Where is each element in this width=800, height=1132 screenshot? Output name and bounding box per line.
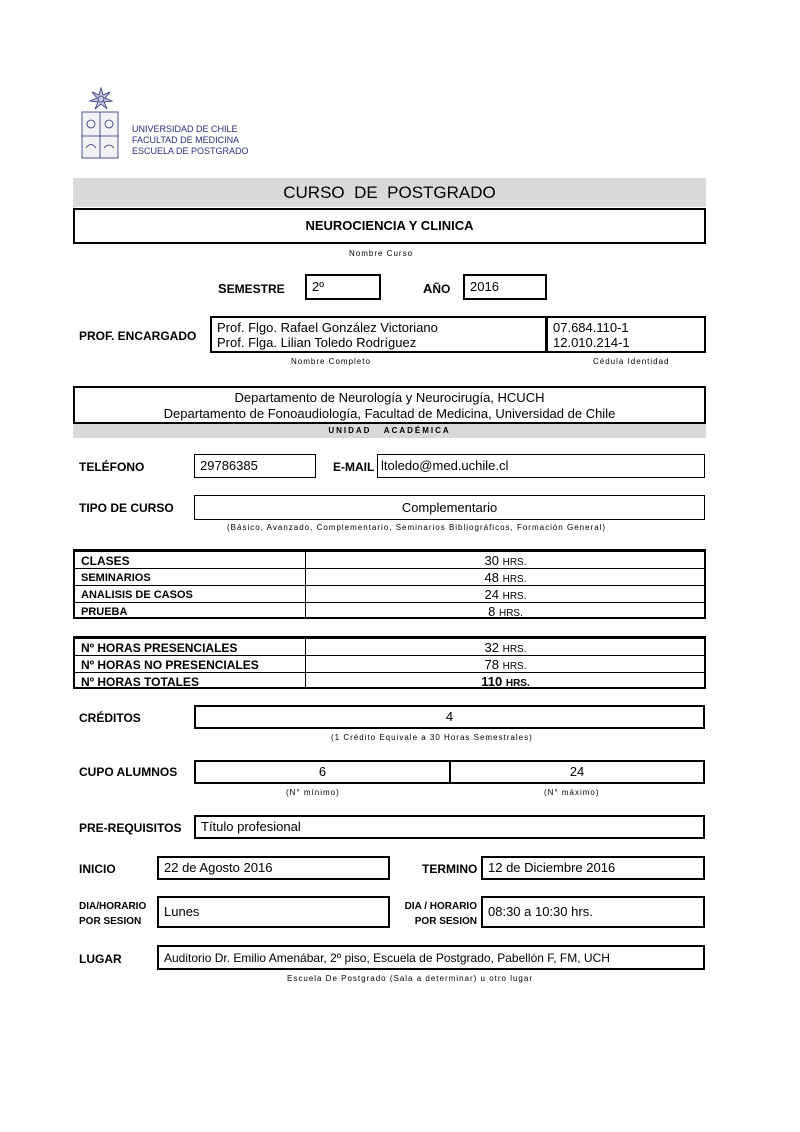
professor-ids-field <box>546 316 706 353</box>
credits-value: 4 <box>445 709 454 724</box>
time-schedule-label-line: DIA / HORARIO <box>404 901 477 912</box>
time-schedule-label <box>396 899 477 929</box>
academic-unit-line: Departamento de Neurología y Neurocirugía, HCUCH <box>234 390 545 405</box>
course-type-label: TIPO DE CURSO <box>79 501 174 515</box>
start-date-value: 22 de Agosto 2016 <box>164 860 273 875</box>
page-title-text: CURSO DE POSTGRADO <box>283 183 496 202</box>
professor-id: 12.010.214-1 <box>553 335 630 350</box>
professor-id-caption: Cédula Identidad <box>593 357 670 366</box>
year-value: 2016 <box>470 279 499 294</box>
course-type-caption: (Básico, Avanzado, Complementario, Seminarios Bibliográficos, Formación General) <box>227 523 607 532</box>
year-label <box>423 281 450 296</box>
capacity-max-value: 24 <box>569 764 585 779</box>
email-value: ltoledo@med.uchile.cl <box>381 458 509 473</box>
table-row <box>75 655 704 672</box>
capacity-max-caption: (N° máximo) <box>544 788 600 797</box>
course-type-field <box>194 495 705 520</box>
prerequisites-value: Título profesional <box>201 819 301 834</box>
activity-label: ANALISIS DE CASOS <box>81 589 193 601</box>
day-schedule-label-line: POR SESION <box>79 916 142 927</box>
time-value: 08:30 a 10:30 hrs. <box>488 904 593 919</box>
page-title <box>73 178 706 207</box>
school-line: ESCUELA DE POSTGRADO <box>132 146 249 156</box>
activity-unit: HRS. <box>502 557 527 568</box>
end-date-field <box>481 856 705 880</box>
semester-label-rest: EMESTRE <box>226 282 285 296</box>
activity-label: PRUEBA <box>81 606 128 618</box>
academic-unit-line: Departamento de Fonoaudiología, Facultad de Medicina, Universidad de Chile <box>163 406 616 421</box>
semester-label <box>218 281 285 296</box>
university-seal-icon <box>80 86 122 160</box>
email-field <box>377 454 705 478</box>
phone-value: 29786385 <box>200 458 258 473</box>
time-field <box>481 896 705 928</box>
time-schedule-label-line: POR SESION <box>414 916 477 927</box>
year-label-rest: ÑO <box>432 282 451 296</box>
capacity-label: CUPO ALUMNOS <box>79 765 178 779</box>
start-label: INICIO <box>79 862 116 876</box>
prerequisites-label: PRE-REQUISITOS <box>79 821 182 835</box>
hours-table <box>73 636 706 689</box>
activity-unit: HRS. <box>502 591 527 602</box>
email-label: E-MAIL <box>333 460 375 474</box>
end-date-value: 12 de Diciembre 2016 <box>488 860 616 875</box>
hours-unit: HRS. <box>502 661 527 672</box>
university-line: UNIVERSIDAD DE CHILE <box>132 124 238 134</box>
place-field <box>157 945 705 970</box>
place-label: LUGAR <box>79 952 122 966</box>
hours-label: Nº HORAS TOTALES <box>81 675 199 689</box>
academic-unit-caption <box>73 424 706 438</box>
hours-value: 78 <box>484 657 499 672</box>
hours-unit: HRS. <box>505 678 530 689</box>
end-label: TERMINO <box>422 862 478 876</box>
year-field <box>463 274 547 300</box>
credits-caption: (1 Crédito Equivale a 30 Horas Semestrales) <box>331 733 533 742</box>
semester-value: 2º <box>312 279 324 294</box>
hours-value: 110 <box>481 674 503 689</box>
faculty-line: FACULTAD DE MEDICINA <box>132 135 240 145</box>
activity-hours: 48 <box>484 570 499 585</box>
activity-label: CLASES <box>81 554 130 568</box>
capacity-max-field <box>449 760 705 784</box>
professor-name-caption: Nombre Completo <box>291 357 371 366</box>
credits-field <box>194 705 705 729</box>
academic-unit-caption-text: UNIDAD ACADÉMICA <box>328 426 451 435</box>
table-row <box>75 585 704 602</box>
place-value: Auditorio Dr. Emilio Amenábar, 2º piso, Escuela de Postgrado, Pabellón F, FM, UCH <box>164 951 610 965</box>
semester-label-initial: S <box>218 281 227 296</box>
activity-hours: 8 <box>488 604 496 619</box>
professor-id: 07.684.110-1 <box>553 320 629 335</box>
professor-label: PROF. ENCARGADO <box>79 329 197 343</box>
place-caption: Escuela De Postgrado (Sala a determinar) u otro lugar <box>287 974 533 983</box>
credits-label: CRÉDITOS <box>79 711 141 725</box>
activity-unit: HRS. <box>502 574 527 585</box>
course-name: NEUROCIENCIA Y CLINICA <box>305 218 474 233</box>
day-field <box>157 896 390 928</box>
hours-label: Nº HORAS PRESENCIALES <box>81 641 238 655</box>
hours-value: 32 <box>484 640 499 655</box>
course-type-value: Complementario <box>401 500 498 515</box>
activity-hours: 24 <box>484 587 499 602</box>
day-schedule-label <box>79 899 146 929</box>
university-name <box>132 124 249 157</box>
hours-unit: HRS. <box>502 644 527 655</box>
academic-unit-field <box>73 386 706 424</box>
course-name-field <box>73 208 706 244</box>
professor-name: Prof. Flga. Lilian Toledo Rodríguez <box>217 335 417 350</box>
day-value: Lunes <box>164 904 200 919</box>
table-row <box>75 602 704 619</box>
capacity-min-value: 6 <box>318 764 327 779</box>
semester-field <box>305 274 381 300</box>
activities-table <box>73 549 706 619</box>
professor-name: Prof. Flgo. Rafael González Victoriano <box>217 320 438 335</box>
capacity-min-caption: (N° mínimo) <box>286 788 340 797</box>
year-label-initial: A <box>423 281 433 296</box>
activity-unit: HRS. <box>498 608 523 619</box>
day-schedule-label-line: DIA/HORARIO <box>79 901 147 912</box>
table-row <box>75 568 704 585</box>
hours-label: Nº HORAS NO PRESENCIALES <box>81 658 259 672</box>
phone-field <box>194 454 316 478</box>
activity-hours: 30 <box>484 553 499 568</box>
course-name-caption: Nombre Curso <box>349 249 414 258</box>
phone-label: TELÉFONO <box>79 460 145 474</box>
start-date-field <box>157 856 390 880</box>
table-row <box>75 672 704 689</box>
table-row <box>75 551 704 568</box>
activity-label: SEMINARIOS <box>81 572 151 584</box>
table-row <box>75 638 704 655</box>
prerequisites-field <box>194 815 705 839</box>
professor-names-field <box>210 316 547 353</box>
capacity-min-field <box>194 760 451 784</box>
